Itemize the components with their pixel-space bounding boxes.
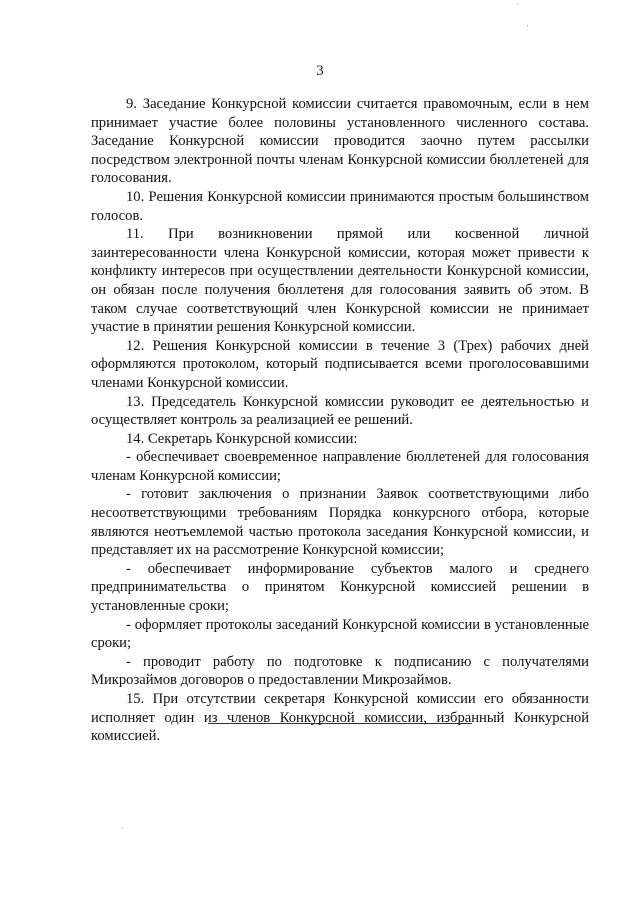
scan-speck [122,828,123,829]
paragraph-11: 11. При возникновении прямой или косвенной личной заинтересованности члена Конкурсной комиссии, которая может привести к конфликту интересов при осуществлении деятельности Конкурсной комиссии, он обязан после получения бюллетеня для голосования заявить об этом. В таком случае соответствующий член Конкурсной комиссии не принимает участие в принятии решения Конкурсной комиссии. [91,226,589,336]
end-separator-line [208,723,472,724]
paragraph-10: 10. Решения Конкурсной комиссии принимаются простым большинством голосов. [91,188,589,224]
scan-speck [527,25,528,26]
document-body [91,95,589,746]
list-item-protocols: - оформляет протоколы заседаний Конкурсной комиссии в установленные сроки; [91,616,589,652]
scan-speck [517,4,518,5]
paragraph-15: 15. При отсутствии секретаря Конкурсной комиссии его обязанности исполняет один из членов Конкурсной комиссии, избранный Конкурсной комиссией. [91,691,589,745]
list-item-contracts: - проводит работу по подготовке к подписанию с получателями Микрозаймов договоров о предоставлении Микрозаймов. [91,653,589,689]
paragraph-12: 12. Решения Конкурсной комиссии в течение 3 (Трех) рабочих дней оформляются протоколом, который подписывается всеми проголосовавшими членами Конкурсной комиссии. [91,337,589,391]
paragraph-13: 13. Председатель Конкурсной комиссии руководит ее деятельностью и осуществляет контроль за реализацией ее решений. [91,393,589,429]
list-item-ballots: - обеспечивает своевременное направление бюллетеней для голосования членам Конкурсной комиссии; [91,449,589,484]
list-item-informing: - обеспечивает информирование субъектов малого и среднего предпринимательства о принятом Конкурсной комиссией решении в установленные сроки; [91,560,589,615]
list-item-conclusions: - готовит заключения о признании Заявок соответствующими либо несоответствующими требованиям Порядка конкурсного отбора, которые являются неотъемлемой частью протокола заседания Конкурсной комиссии, и представляет их на рассмотрение Конкурсной комиссии; [91,486,589,559]
paragraph-9: 9. Заседание Конкурсной комиссии считается правомочным, если в нем принимает участие более половины установленного численного состава. Заседание Конкурсной комиссии проводится заочно путем рассылки посредством электронной почты членам Конкурсной комиссии бюллетеней для голосования. [91,96,589,187]
paragraph-14: 14. Секретарь Конкурсной комиссии: [126,430,358,447]
page-number: 3 [316,63,324,79]
